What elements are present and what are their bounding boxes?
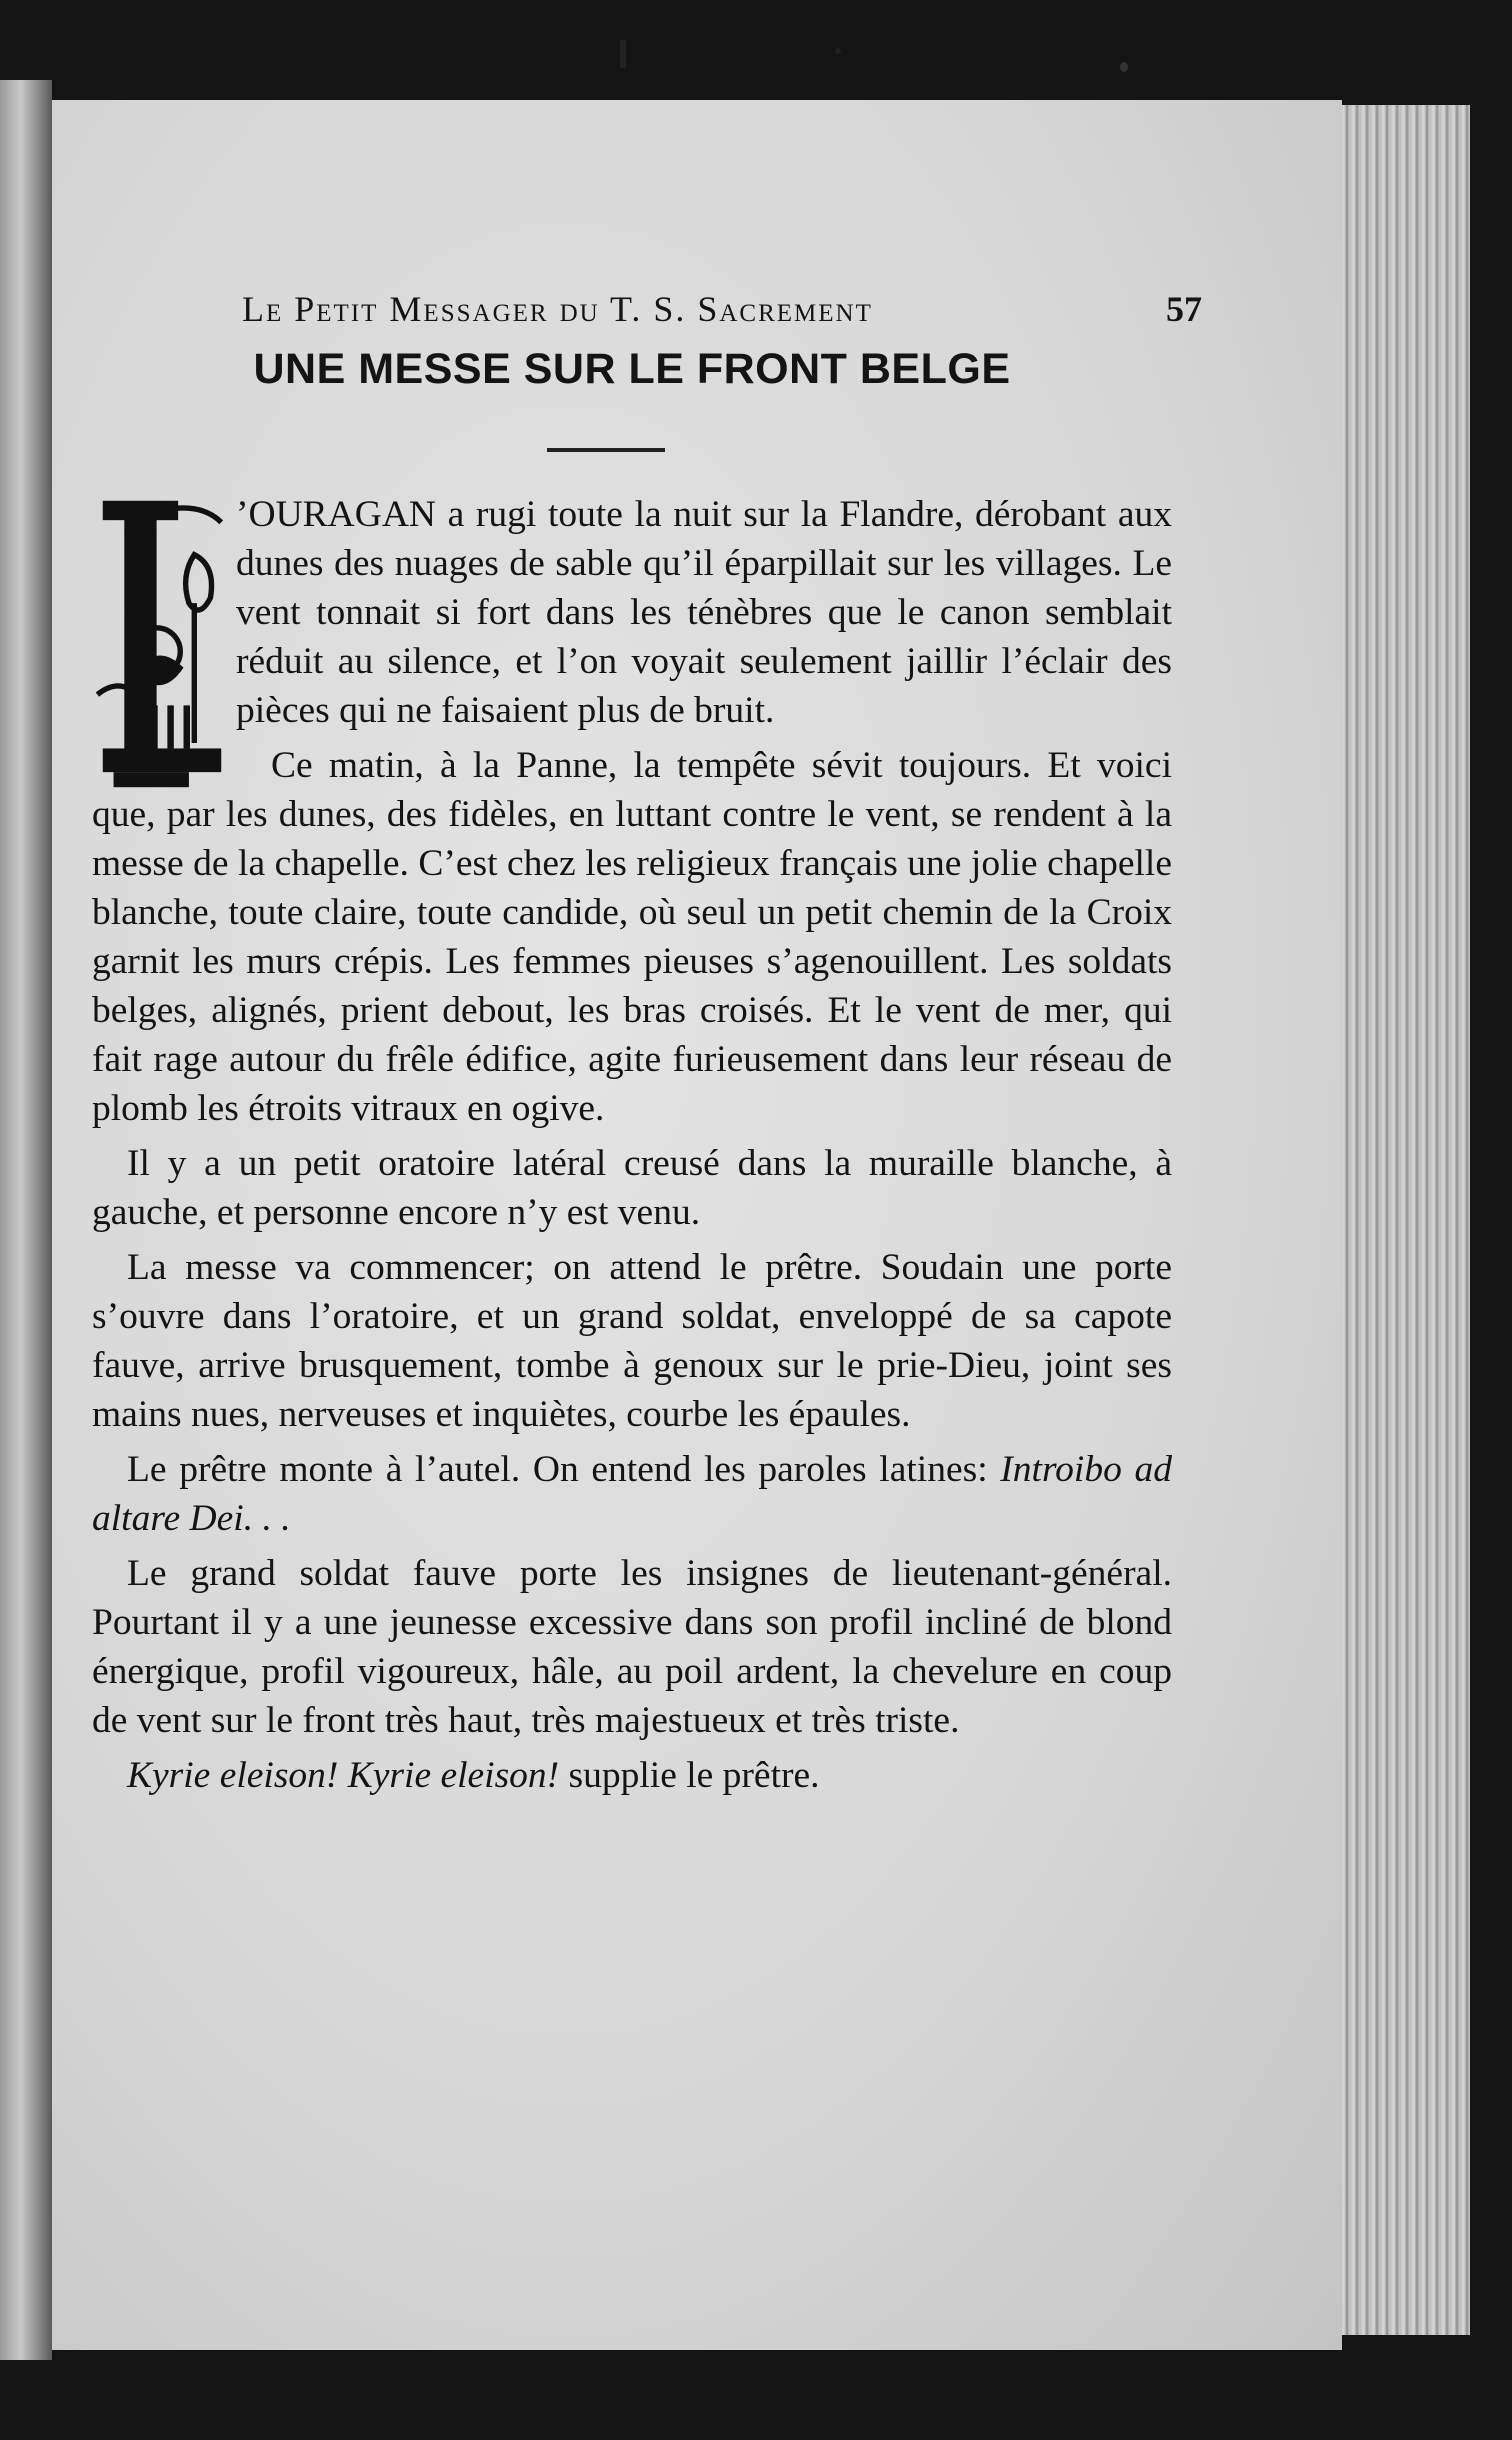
page-stack-edge — [1320, 105, 1470, 2335]
paragraph-priest — [92, 1445, 1172, 1543]
dust-mark — [620, 40, 626, 68]
paragraph-kyrie — [92, 1751, 1172, 1800]
running-header-title: Le Petit Messager du T. S. Sacrement — [242, 289, 873, 329]
running-header — [242, 270, 1202, 330]
ornamental-letter-l-icon — [92, 490, 232, 813]
paragraph: Il y a un petit oratoire latéral creusé dans la muraille blanche, à gauche, et personne encore n’y est venu. — [92, 1143, 1172, 1233]
paragraph: Ce matin, à la Panne, la tempête sévit toujours. Et voici que, par les dunes, des fidèles, en luttant contre le vent, se rendent à la messe de la chapelle. C’est chez les religieux français une jolie chapelle blanche, toute claire, toute candide, où seul un petit chemin de la Croix garnit les murs crépis. Les femmes pieuses s’agenouillent. Les soldats belges, alignés, prient debout, les bras croisés. Et le vent de mer, qui fait rage autour du frêle édifice, agite furieusement dans leur réseau de plomb les étroits vitraux en ogive. — [92, 745, 1172, 1129]
previous-page-edge — [0, 80, 52, 2360]
latin-kyrie: Kyrie eleison! Kyrie eleison! — [127, 1755, 560, 1796]
title-divider — [547, 448, 665, 452]
page-number: 57 — [1166, 289, 1202, 329]
book-page — [52, 100, 1342, 2350]
article-title: UNE MESSE SUR LE FRONT BELGE — [253, 345, 1011, 393]
dust-mark — [835, 48, 841, 54]
priest-text: Le prêtre monte à l’autel. On entend les paroles latines: — [127, 1449, 1001, 1490]
paragraph: La messe va commencer; on attend le prêtre. Soudain une porte s’ouvre dans l’oratoire, et un grand soldat, enveloppé de sa capote fauve, arrive brusquement, tombe à genoux sur le prie-Dieu, joint ses mains nues, nerveuses et inquiètes, courbe les épaules. — [92, 1247, 1172, 1435]
paragraph-opening: ’OURAGAN a rugi toute la nuit sur la Flandre, dérobant aux dunes des nuages de sable qu’il éparpillait sur les villages. Le vent tonnait si fort dans les ténèbres que le canon semblait réduit au silence, et l’on voyait seulement jaillir l’éclair des pièces qui ne faisaient plus de bruit. — [236, 494, 1172, 731]
dust-mark — [1120, 62, 1128, 72]
kyrie-rest: supplie le prêtre. — [559, 1755, 820, 1796]
latin-introibo: Introibo ad altare Dei. . . — [92, 1449, 1172, 1539]
article-body — [92, 490, 1172, 1806]
drop-cap-ornament — [92, 490, 232, 790]
paragraph: Le grand soldat fauve porte les insignes de lieutenant-général. Pourtant il y a une jeunesse excessive dans son profil incliné de blond énergique, profil vigoureux, hâle, au poil ardent, la chevelure en coup de vent sur le front très haut, très majestueux et très triste. — [92, 1553, 1172, 1741]
